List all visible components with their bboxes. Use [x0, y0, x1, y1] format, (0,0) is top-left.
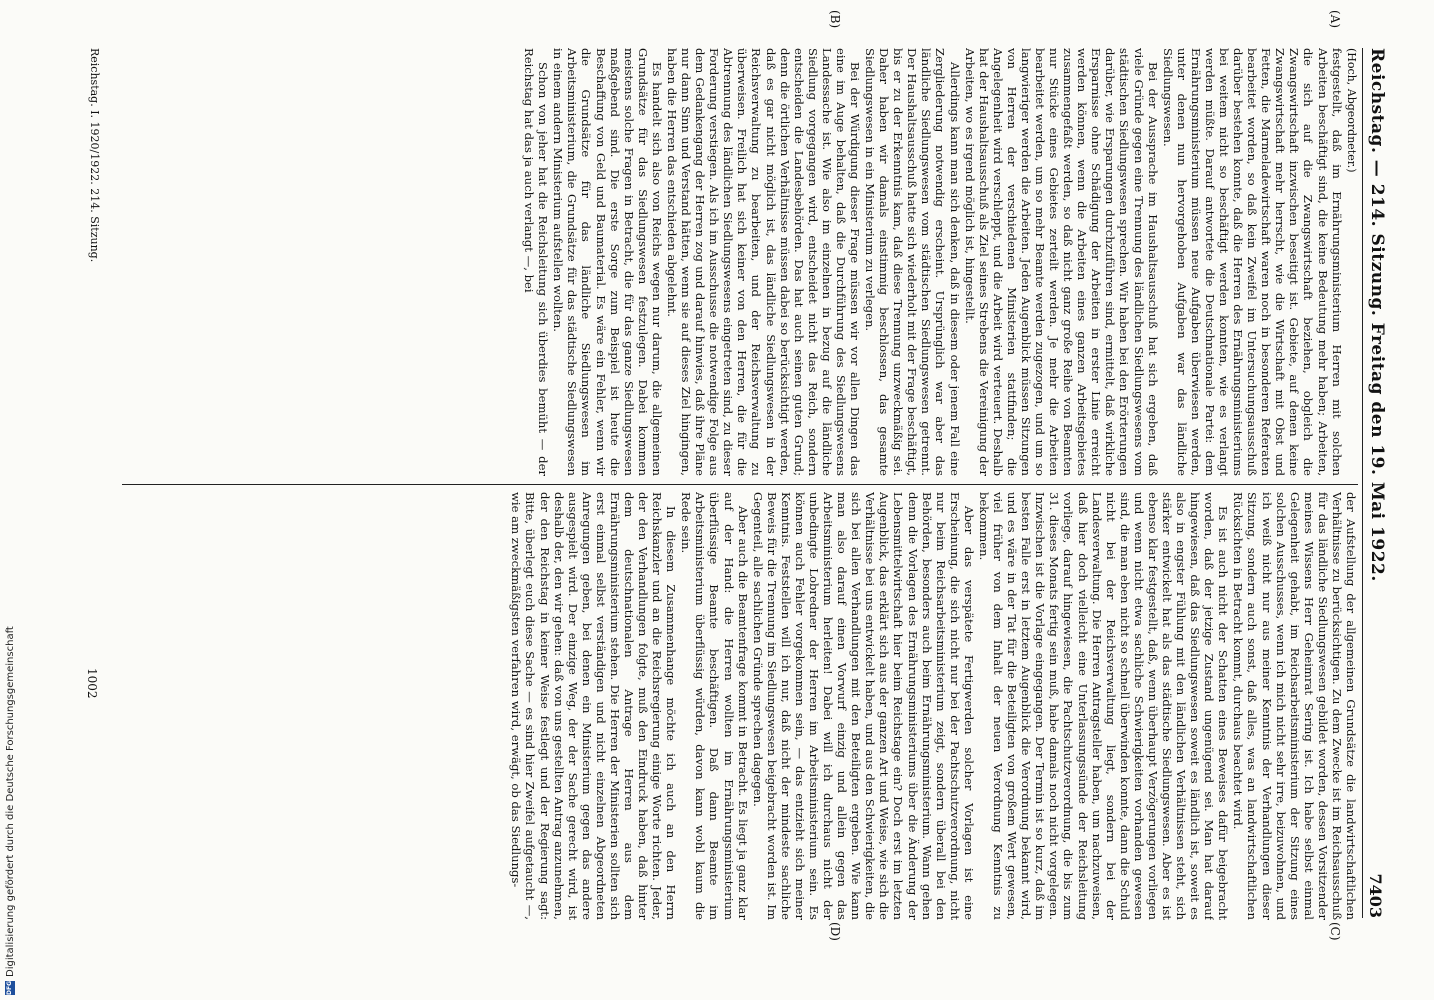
right-paragraph: Es ist auch nicht der Schatten eines Beweises dafür beigebracht worden, daß der jetzige Zustand ungenügend sei. Man hat darauf hingewiesen, daß das Siedlungswesen soweit es ländlich ist, soweit es also in engster Fühlung mit den ländlichen Verhältnissen steht, sich stärker entwickelt hat als das städtische Siedlungswesen. Aber es ist ebenso klar festgestellt, daß, wenn überhaupt Verzögerungen vorliegen und wenn nicht etwa sachliche Schwierigkeiten vorhanden gewesen sind, die man eben nicht so schnell überwinden konnte, dann die Schuld nicht bei der Reichsverwaltung liegt, sondern bei der Landesverwaltung. Die Herren Antragsteller haben, um nachzuweisen, daß hier doch vielleicht eine Unterlassungssünde der Reichsleitung vorliege, darauf hingewiesen, die Pachtschutzverordnung, die bis zum 31. dieses Monats fertig sein muß, habe damals noch nicht vorgelegen. Inzwischen ist die Vorlage eingegangen. Der Termin ist so kurz, daß im besten Falle erst in letztem Augenblick die Verordnung bekannt wird, und es wäre in der Tat für die Beteiligten von großem Wert gewesen, viel früher von dem Inhalt der neuen Verordnung Kenntnis zu bekommen.	[976, 492, 1231, 920]
header-title: Reichstag. — 214. Sitzung. Freitag den 19. Mai 1922.	[1366, 48, 1387, 582]
digitization-note-text: Digitalisierung gefördert durch die Deutsche Forschungsgemeinschaft	[4, 626, 16, 977]
rotated-print-sheet	[84, 8, 1402, 941]
header-page-number: 7403	[1366, 873, 1386, 918]
right-paragraph: In diesem Zusammenhange möchte ich auch an den Herrn Reichskanzler und an die Reichsregierung einige Worte richten. Jeder, der den Verhandlungen folgte, muß den Eindruck haben, daß hinter dem deutschnationalen Antrage Herren aus dem Ernährungsministerium stehen. Die Herren der Ministerien sollten sich erst einmal selbst verständigen und nicht einzelnen Abgeordneten Anregungen geben, bei denen ein Ministerium gegen das andere ausgespielt wird. Der einzige Weg, der der Sache gerecht wird, ist deshalb der, den wir gehen: daß von uns gestellten Antrag anzunehmen, der den Reichstag in keiner Weise festlegt und der Regierung sagt: Bitte, überlegt euch diese Sache — es sind hier Zweifel aufgetaucht —, wie am zweckmäßigsten verfahren wird, erwägt, ob das Siedlungs-	[509, 492, 679, 920]
dfg-logo-icon: DFG	[6, 980, 13, 995]
margin-letter-b: (B)	[828, 10, 842, 29]
margin-letter-d: (D)	[828, 922, 842, 941]
right-paragraph: der Aufstellung der allgemeinen Grundsätze die landwirtschaftlichen Verhältnisse zu berücksichtigen. Zu dem Zwecke ist im Reichsausschuß für das ländliche Siedlungswesen gebildet worden, dessen Vorsitzender meines Wissens Herr Geheimrat Sering ist. Ich habe selbst einmal Gelegenheit gehabt, im Reichsarbeitsministerium der Sitzung eines solchen Ausschusses, wenn ich mich nicht sehr irre, beizuwohnen, und ich weiß nicht nur aus meiner Kenntnis der Verhandlungen dieser Sitzung, sondern auch sonst, daß alles, was an landwirtschaftlichen Rücksichten in Betracht kommt, durchaus beachtet wird.	[1231, 492, 1358, 920]
left-paragraph: Bei der Aussprache im Haushaltsausschuß hat sich ergeben, daß viele Gründe gegen eine Trennung des ländlichen Siedlungswesens vom städtischen Siedlungswesen sprechen. Wir haben bei den Erörterungen darüber, wie Ersparungen durchzuführen sind, ermittelt, daß wirkliche Ersparnisse ohne Schädigung der Arbeiten in erster Linie erreicht werden können, wenn die Arbeiten eines ganzen Arbeitsgebietes zusammengefaßt werden, so daß nicht ganz große Reihe von Beamten nur Stücke eines Gebietes zerteilt werden. Je mehr die Arbeiten bearbeitet werden, um so mehr Beamte werden zugezogen, und um so langwieriger werden die Arbeiten. Jeden Augenblick müssen Sitzungen von Herren der verschiedenen Ministerien stattfinden; die Angelegenheit wird verschleppt, und die Arbeit wird verteuert. Deshalb hat der Haushaltsausschuß als Ziel seines Strebens die Vereinigung der Arbeiten, wo es irgend möglich ist, hingestellt.	[962, 48, 1160, 476]
left-paragraph: Schon von jeher hat die Reichsleitung sich überdies bemüht — der Reichstag hat das ja auch verlangt —, bei	[522, 48, 551, 476]
footer-sheet-number: 1002	[84, 668, 99, 699]
left-paragraph: Es handelt sich also von Reichs wegen nur darum, die allgemeinen Grundsätze für das Siedlungswesen festzulegen. Dabei kommen meistens solche Fragen in Betracht, die für das ganze Siedlungswesen maßgebend sind. Die erste Sorge zum Beispiel ist heute die Beschaffung von Geld und Baumaterial. Es wäre ein Fehler, wenn wir die Grundsätze für das ländliche Siedlungswesen im Arbeitsministerium, die Grundsätze für das städtische Siedlungswesen in einem andern Ministerium aufstellen wollten.	[551, 48, 664, 476]
left-paragraph: festgestellt, daß im Ernährungsministerium Herren mit solchen Arbeiten beschäftigt sind, die keine Bedeutung mehr haben; Arbeiten, die sich auf die Zwangswirtschaft beziehen, obgleich die Zwangswirtschaft inzwischen beseitigt ist. Gebiete, auf denen keine Zwangswirtschaft mehr herrscht, wie die Wirtschaft mit Obst und Fetten, die Marmeladewirtschaft waren noch in besonderen Referaten bearbeitet worden, so daß kein Zweifel im Untersuchungsausschuß darüber bestehen konnte, daß die Herren des Ernährungsministeriums bei weitem nicht so beschäftigt werden konnten, wie es verlangt werden müßte. Darauf antwortete die Deutschnationale Partei: dem Ernährungsministerium müssen neue Aufgaben überwiesen werden, unter denen nun hervorgehoben Aufgaben war das ländliche Siedlungswesen.	[1160, 48, 1344, 476]
right-column	[122, 492, 1358, 920]
margin-letter-c: (C)	[1328, 922, 1342, 941]
page-header	[1362, 48, 1396, 918]
left-paragraph: Allerdings kann man sich denken, daß in diesem oder jenem Fall eine Zergliederung notwendig erscheint. Ursprünglich war aber das ländliche Siedlungswesen vom städtischen Siedlungswesen getrennt. Der Haushaltsausschuß hatte sich wiederholt mit der Frage beschäftigt, bis er zu der Erkenntnis kam, daß diese Trennung unzweckmäßig sei. Daher haben wir damals einstimmig beschlossen, das gesamte Siedlungswesen in ein Ministerium zu verlegen.	[863, 48, 962, 476]
right-paragraph: Aber auch die Beamtenfrage kommt in Betracht. Es liegt ja ganz klar auf der Hand: die Herren wollten im Ernährungsministerium überflüssige Beamte beschäftigen. Daß dann Beamte im Arbeitsministerium überflüssig würden, davon kann wohl kaum die Rede sein.	[679, 492, 750, 920]
right-paragraph: Aber das verspätete Fertigwerden solcher Vorlagen ist eine Erscheinung, die sich nicht nur bei der Pachtschutzverordnung, nicht nur beim Reichsarbeitsministerium zeigt, sondern überall bei den Behörden, besonders auch beim Ernährungsministerium. Wann gehen denn die Vorlagen des Ernährungsministeriums über die Änderung der Lebensmittelwirtschaft hier beim Reichstage ein? Doch erst im letzten Augenblick, das erklärt sich aus der ganzen Art und Weise, wie sich die Verhältnisse bei uns entwickelt haben, und aus den Schwierigkeiten, die sich bei allen Verhandlungen mit den Beteiligten ergeben. Wie kann man also darauf einen Vorwurf einzig und allein gegen das Arbeitsministerium herleiten! Dabei will ich durchaus nicht der unbedingte Lobredner der Herren im Arbeitsministerium sein. Es können auch Fehler vorgekommen sein, — das entzieht sich meiner Kenntnis. Feststellen will ich nur, daß nicht der mindeste sachliche Beweis für die Trennung im Siedlungswesen beigebracht worden ist. Im Gegenteil, alle sachlichen Gründe sprechen dagegen.	[750, 492, 976, 920]
digitization-note	[3, 0, 17, 995]
margin-letter-a: (A)	[1328, 10, 1342, 29]
speaker-label: (Hoch, Abgeordneter.)	[1345, 48, 1358, 173]
left-paragraph: Bei der Würdigung dieser Frage müssen wir vor allen Dingen das eine im Auge behalten, daß die Durchführung des Siedlungswesens Landessache ist. Wie also im einzelnen in bezug auf die ländliche Siedlung vorgegangen wird, entscheidet nicht das Reich, sondern entscheiden die Landesbehörden. Das hat auch seinen guten Grund; denn die örtlichen Verhältnisse müssen dabei so berücksichtigt werden, daß es gar nicht möglich ist, das ländliche Siedlungswesen in der Reichsverwaltung zu bearbeiten, und der Reichsverwaltung zu überweisen. Freilich hat sich keiner von den Herren, die für die Abtrennung des ländlichen Siedlungswesens eingetreten sind, zu dieser Forderung verstiegen. Als ich im Ausschusse die notwendige Folge aus dem Gedankengang der Herren zog und darauf hinwies, daß ihre Pläne nur dann Sinn und Verstand hätten, wenn sie auf dieses Ziel hingingen, haben die Herren das entschieden abgelehnt.	[664, 48, 862, 476]
footer-citation: Reichstag. I. 1920/1922. 214. Sitzung.	[88, 48, 102, 263]
column-divider	[122, 484, 1358, 485]
left-column	[122, 48, 1358, 476]
